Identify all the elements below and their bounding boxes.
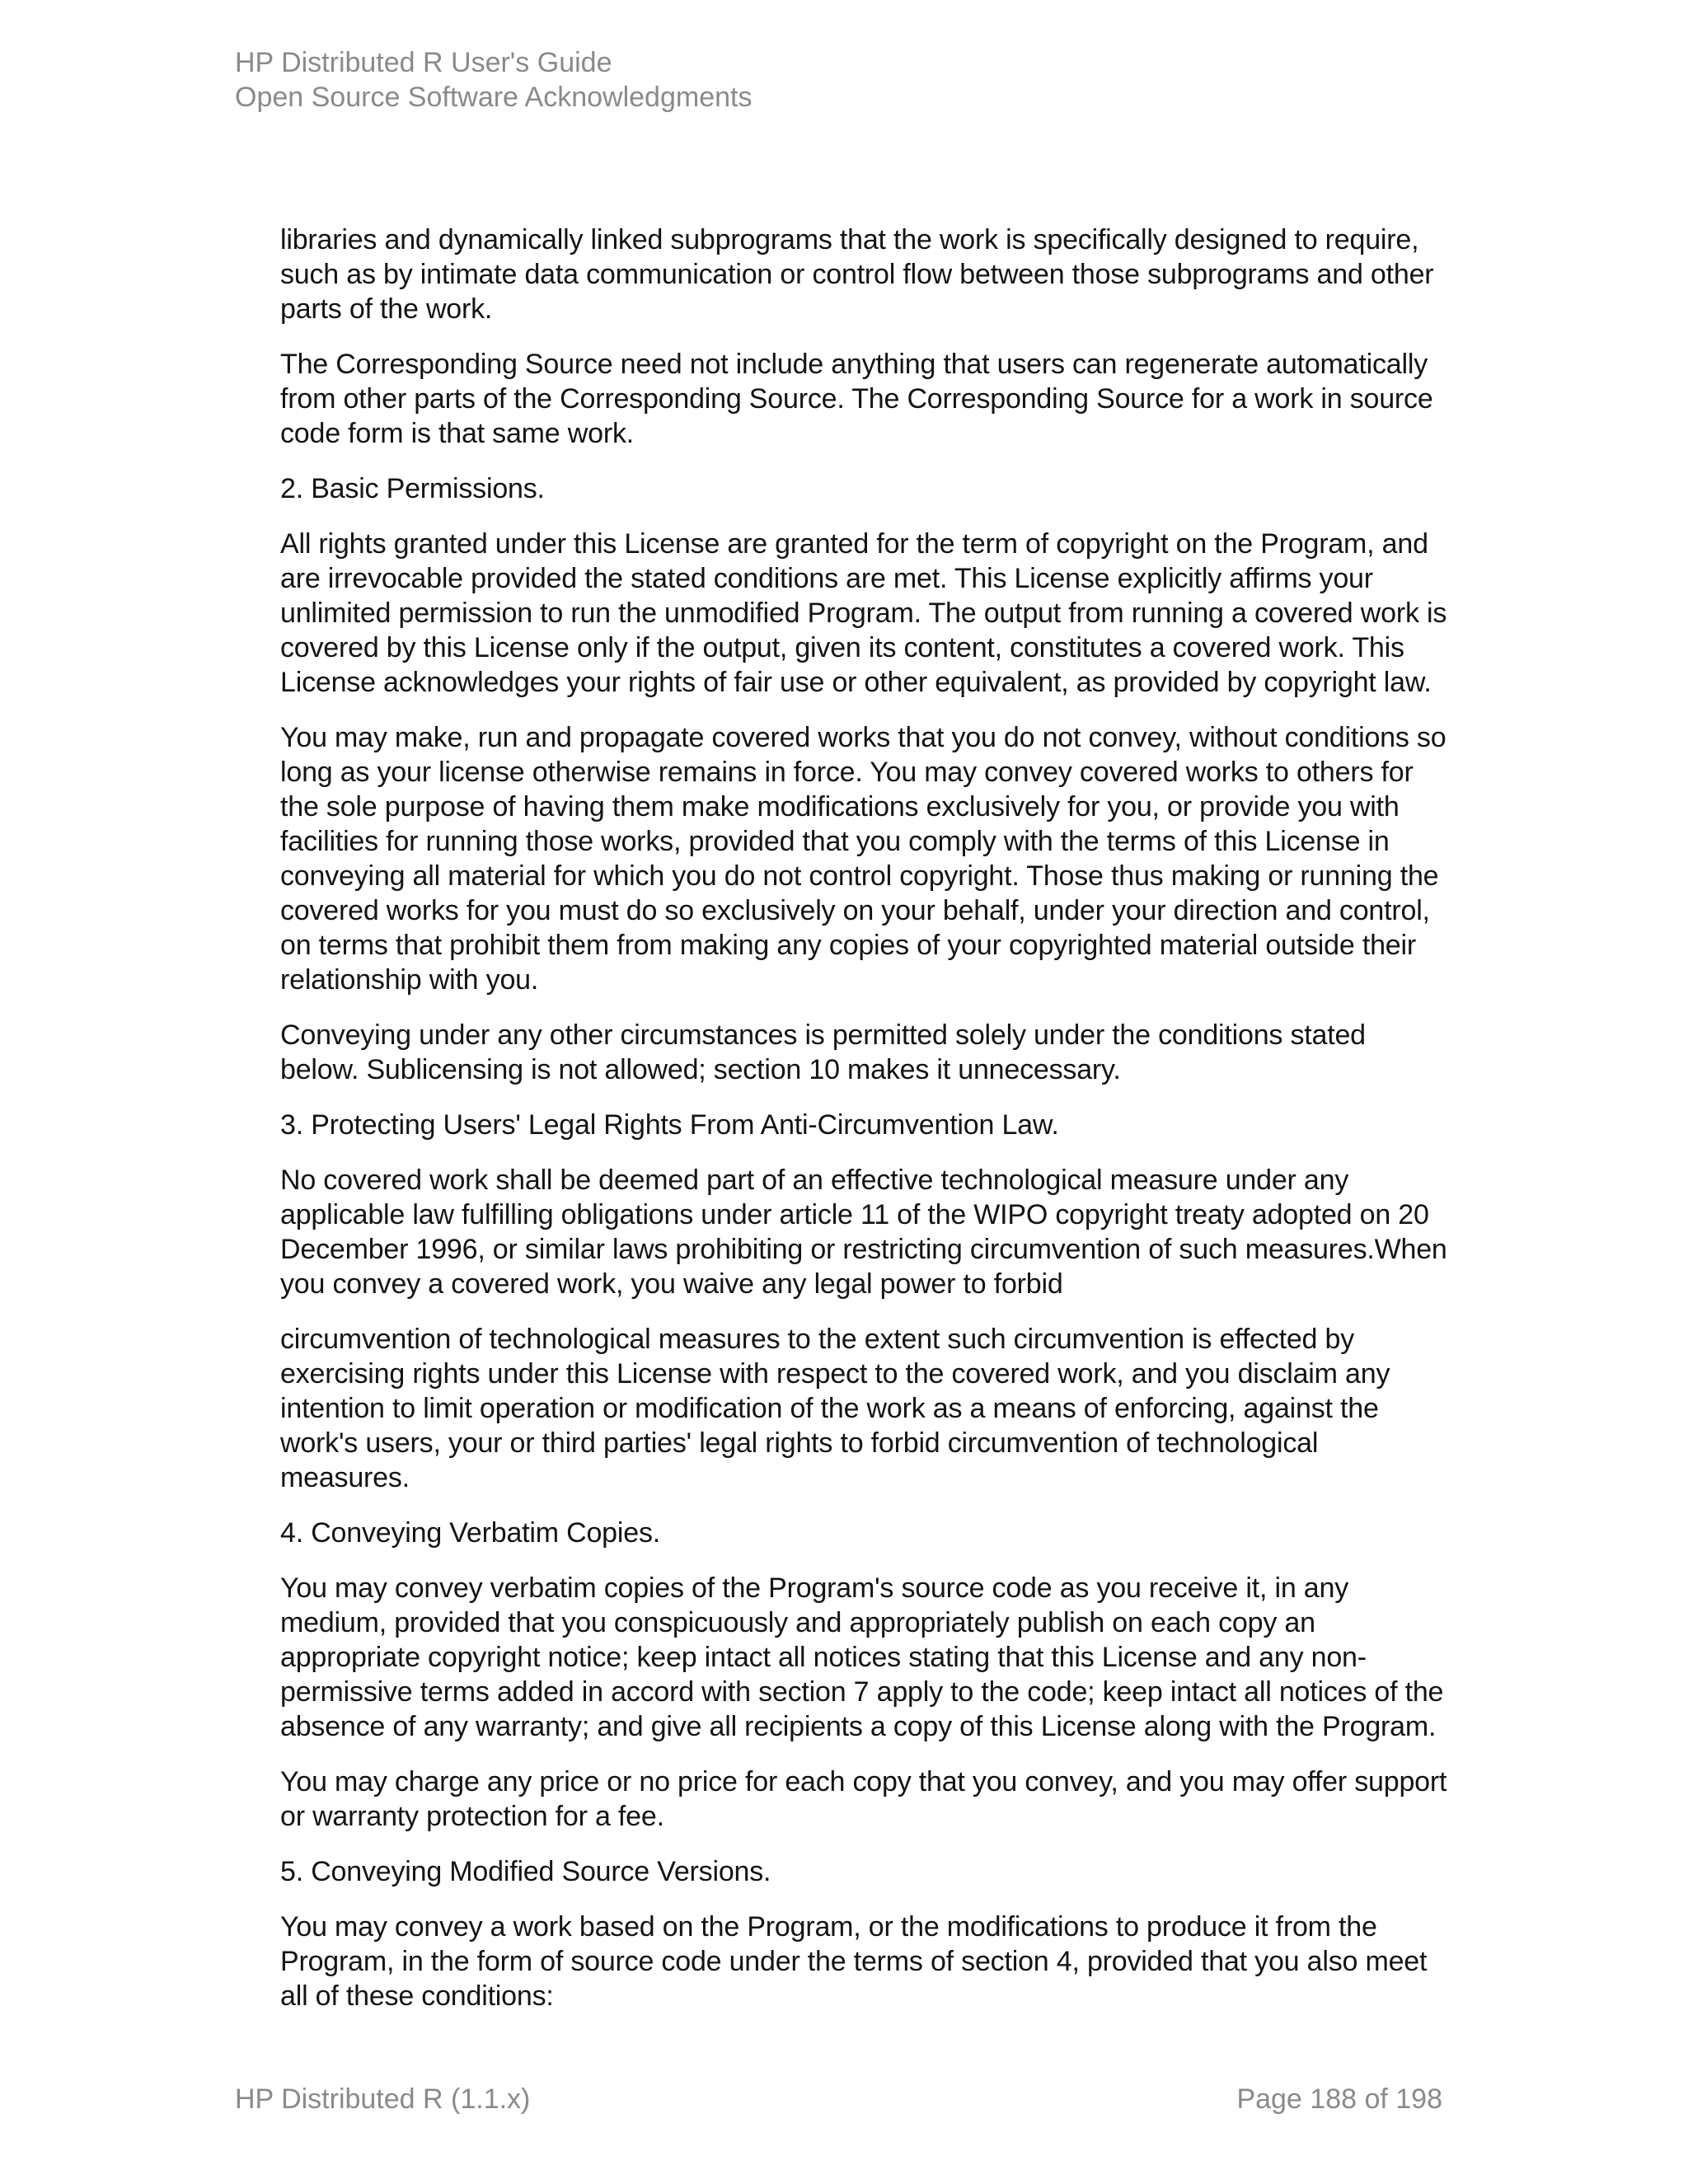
footer-page-number: Page 188 of 198 xyxy=(1236,2083,1442,2115)
paragraph: You may make, run and propagate covered works that you do not convey, without conditions so long as your license otherwise remains in force. You may convey covered works to others for the sole purpose of having them make modifications exclusively for you, or provide you with facilities for running those works, provided that you comply with the terms of this License in conveying all material for which you do not control copyright. Those thus making or running the covered works for you must do so exclusively on your behalf, under your direction and control, on terms that prohibit them from making any copies of your copyrighted material outside their relationship with you. xyxy=(280,722,1447,996)
paragraph: You may charge any price or no price for each copy that you convey, and you may offer support or warranty protection for a fee. xyxy=(280,1766,1447,1832)
footer-product: HP Distributed R (1.1.x) xyxy=(235,2083,531,2115)
paragraph: You may convey a work based on the Program, or the modifications to produce it from the Program, in the form of source code under the terms of section 4, provided that you also meet all of these conditions: xyxy=(280,1911,1428,2012)
page-body xyxy=(280,223,1451,2034)
paragraph: You may convey verbatim copies of the Program's source code as you receive it, in any medium, provided that you conspicuously and appropriately publish on each copy an appropriate copyright notice; keep intact all notices stating that this License and any non-permissive terms added in accord with section 7 apply to the code; keep intact all notices of the absence of any warranty; and give all recipients a copy of this License along with the Program. xyxy=(280,1572,1444,1742)
paragraph: libraries and dynamically linked subprograms that the work is specifically designed to require, such as by intimate data communication or control flow between those subprograms and other parts of the work. xyxy=(280,224,1434,325)
paragraph: No covered work shall be deemed part of an effective technological measure under any applicable law fulfilling obligations under article 11 of the WIPO copyright treaty adopted on 20 December 1996, or similar laws prohibiting or restricting circumvention of such measures.When you convey a covered work, you waive any legal power to forbid xyxy=(280,1165,1447,1300)
section-heading-basic-permissions: 2. Basic Permissions. xyxy=(280,473,545,504)
paragraph: Conveying under any other circumstances is permitted solely under the conditions stated below. Sublicensing is not allowed; section 10 makes it unnecessary. xyxy=(280,1019,1366,1085)
running-header xyxy=(235,45,752,115)
section-heading-modified-source: 5. Conveying Modified Source Versions. xyxy=(280,1856,771,1887)
section-title: Open Source Software Acknowledgments xyxy=(235,82,753,113)
paragraph: circumvention of technological measures to the extent such circumvention is effected by exercising rights under this License with respect to the covered work, and you disclaim any intention to limit operation or modification of the work as a means of enforcing, against the work's users, your or third parties' legal rights to forbid circumvention of technological measures. xyxy=(280,1324,1390,1493)
section-heading-verbatim-copies: 4. Conveying Verbatim Copies. xyxy=(280,1517,661,1549)
document-title: HP Distributed R User's Guide xyxy=(235,47,612,78)
paragraph: All rights granted under this License are granted for the term of copyright on the Program, and are irrevocable provided the stated conditions are met. This License explicitly affirms your unlimited permission to run the unmodified Program. The output from running a covered work is covered by this License only if the output, given its content, constitutes a covered work. This License acknowledges your rights of fair use or other equivalent, as provided by copyright law. xyxy=(280,528,1447,698)
paragraph: The Corresponding Source need not include anything that users can regenerate automatically from other parts of the Corresponding Source. The Corresponding Source for a work in source code form is that same work. xyxy=(280,349,1433,449)
section-heading-anti-circumvention: 3. Protecting Users' Legal Rights From Anti-Circumvention Law. xyxy=(280,1109,1059,1141)
